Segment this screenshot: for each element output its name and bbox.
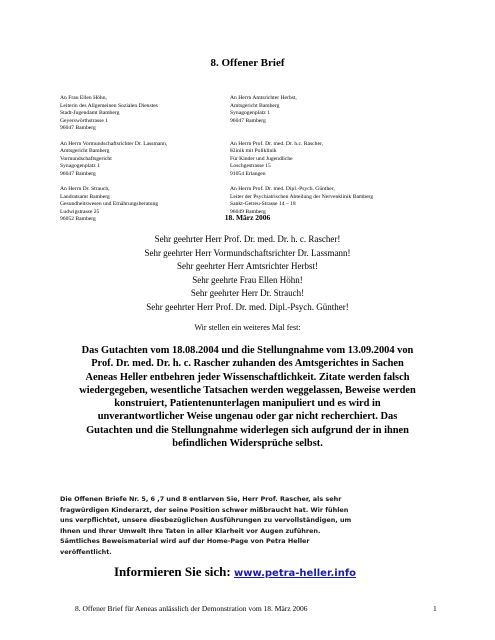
intro-sentence: Wir stellen ein weiteres Mal fest: [194,323,301,332]
address-line: Synagogenplatz 1 [230,110,270,116]
address-line: Klinik mit Poliklinik [230,148,277,154]
statement-line: Aeneas Heller entbehren jeder Wissenschaftlichkeit. Zitate werden falsch [85,371,410,383]
notice-line: Sämtliches Beweismaterial wird auf der Home-Page von Petra Heller [60,537,310,545]
address-rascher [230,141,450,179]
address-block [60,95,450,224]
notice-line: Die Offenen Briefe Nr. 5, 6 ,7 und 8 entlarven Sie, Herr Prof. Rascher, als sehr [60,495,342,503]
page-number: 1 [433,604,437,613]
address-line: Synagogenplatz 1 [60,163,100,169]
notice-line: fragwürdigen Kinderarzt, der seine Position schwer mißbraucht hat. Wir fühlen [60,505,349,514]
address-line: Sankt-Getreu-Strasse 14 – 18 [230,201,296,207]
statement-line: konstruiert, Patientenunterlagen manipuliert und es wird in [114,398,381,410]
address-line: 96047 Bamberg [60,170,96,177]
address-line: Vormundschaftsgericht [60,155,112,162]
address-line: An Herrn Prof. Dr. med. Dr. h.c. Rascher, [230,140,323,147]
salutation-line: Sehr geehrter Herr Prof. Dr. med. Dr. h. c. Rascher! [154,234,341,244]
salutation-line: Sehr geehrter Herr Amtsrichter Herbst! [177,261,318,272]
address-line: Ludwigstrasse 25 [60,208,100,215]
address-line: Geyerswörthstrasse 1 [60,117,109,124]
address-line: 91054 Erlangen [230,170,266,177]
notice-line: Ihnen und Ihrer Umwelt Ihre Taten in aller Klarheit vor Augen zuführen. [60,526,321,535]
salutation-line: Sehr geehrter Herr Dr. Strauch! [190,288,305,299]
website-link[interactable]: www.petra-heller.info [234,568,357,579]
salutation-line: Sehr geehrter Herr Vormundschaftsrichter Dr. Lassmann! [144,247,351,258]
statement-line: wiedergegeben, wesentliche Tatsachen werden weggelassen, Beweise werden [79,384,416,396]
address-herbst [230,95,450,133]
salutation-line: Sehr geehrte Frau Ellen Höhn! [192,274,303,285]
address-line: Loschgestrasse 15 [230,163,271,169]
salutation-block [0,233,495,315]
address-line: An Frau Ellen Höhn, [60,95,107,101]
address-line: 96052 Bamberg [60,216,96,222]
address-line: An Herrn Amtsrichter Herbst, [230,95,297,101]
info-line [114,564,454,580]
notice-line: veröffentlicht. [60,547,112,556]
address-line: Landratsamt Bamberg [60,193,110,200]
address-line: An Herrn Vormundschaftsrichter Dr. Lassmann, [60,140,168,147]
address-line: An Herrn Prof. Dr. med. Dipl.-Psych. Günther, [230,186,335,192]
statement-line: Prof. Dr. med. Dr. h. c. Rascher zuhanden des Amtsgerichtes in Sachen [91,358,404,370]
address-line: Amtsgericht Bamberg [230,102,280,109]
main-statement [52,344,443,450]
address-line: An Herrn Dr. Strauch, [60,186,110,192]
notice-paragraph [60,494,455,557]
statement-line: unverantwortlicher Weise ungenau oder gar nicht recherchiert. Das [97,411,398,423]
address-line: 96047 Bamberg [60,125,96,131]
letter-title: 8. Offener Brief [210,57,285,69]
notice-line: uns verpflichtet, unsere diesbezüglichen Ausführungen zu vervollständigen, um [60,516,352,524]
address-hoehn [60,95,230,133]
address-line: Gesundheitswesen und Ernährungsberatung [60,201,159,207]
letter-date: 18. März 2006 [224,213,271,222]
address-lassmann [60,141,230,179]
statement-line: Das Gutachten vom 18.08.2004 und die Stellungnahme vom 13.09.2004 von [81,345,414,356]
address-line: Stadt-Jugendamt Bamberg [60,110,120,116]
statement-line: Gutachten und die Stellungnahme widerlegen sich aufgrund der in ihnen [86,424,409,436]
page-footer: 8. Offener Brief für Aeneas anlässlich der Demonstration vom 18. März 2006 [75,604,308,613]
address-line: 96047 Bamberg [230,117,266,124]
address-line: 96049 Bamberg [230,208,266,215]
address-line: Für Kinder und Jugendliche [230,155,293,162]
address-line: Leiter der Psychiatrischen Abteilung der Nervenklinik Bamberg [230,193,374,200]
info-prefix: Informieren Sie sich: [114,564,234,579]
address-line: Amtsgericht Bamberg [60,148,110,154]
address-line: Leiterin des Allgemeinen Sozialen Dienstes [60,102,158,109]
salutation-line: Sehr geehrter Herr Prof. Dr. med. Dipl.-Psych. Günther! [146,301,349,312]
statement-line: befindlichen Widersprüche selbst. [172,438,323,450]
